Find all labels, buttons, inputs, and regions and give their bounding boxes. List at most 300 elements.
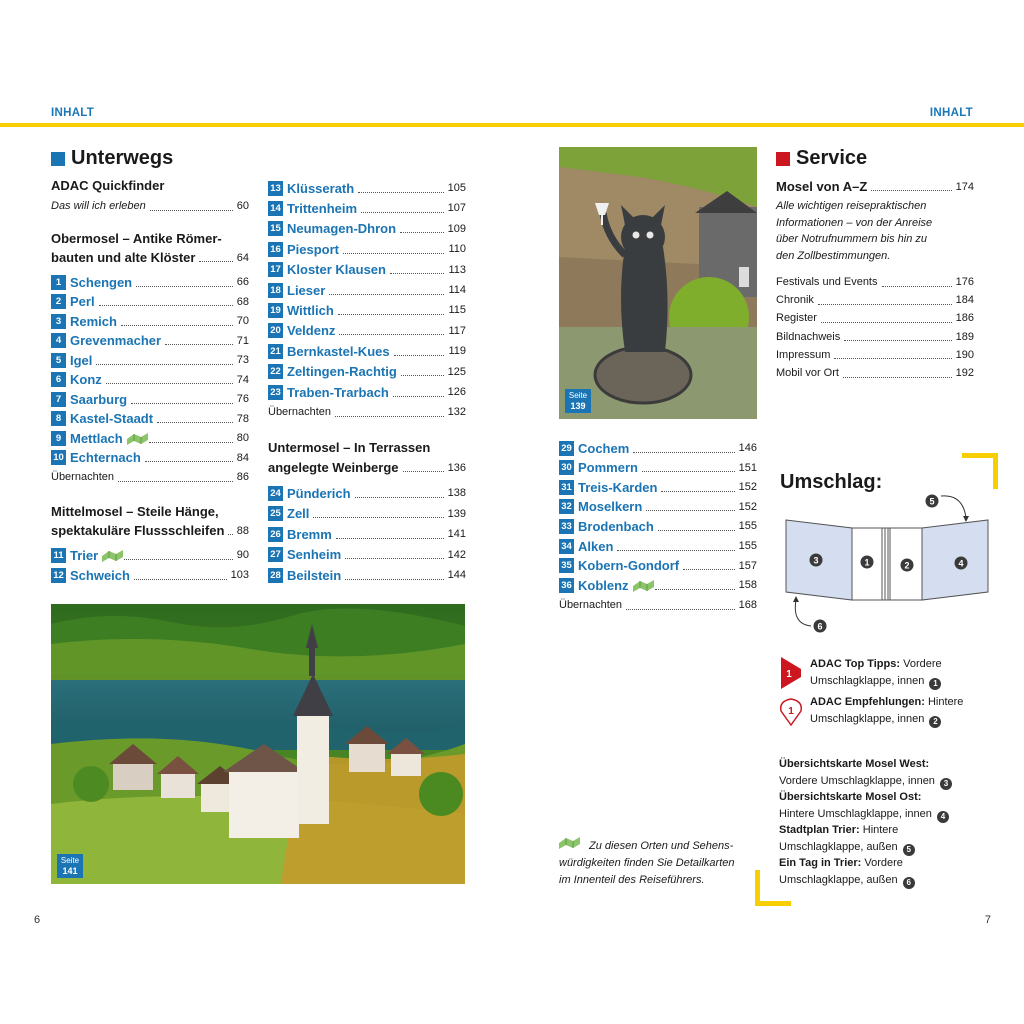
toc-row[interactable] [268, 565, 466, 585]
dot-leader [871, 190, 951, 191]
toc-page: 68 [236, 295, 249, 308]
place-number-badge: 32 [559, 499, 574, 514]
map-icon [559, 836, 580, 848]
empfehlung-icon [779, 697, 803, 727]
cover-map-title: Übersichtskarte Mosel West: [779, 758, 930, 770]
toc-row[interactable] [51, 196, 249, 216]
toc-row[interactable] [776, 290, 974, 310]
toc-page: 189 [955, 330, 974, 343]
toc-page: 152 [738, 481, 757, 494]
toc-row[interactable] [268, 457, 466, 478]
diagram-num: 6 [817, 621, 823, 632]
toc-label: Übernachten [51, 471, 114, 483]
place-number-badge: 25 [268, 506, 283, 521]
number-icon: 5 [903, 844, 915, 856]
place-number-badge: 4 [51, 333, 66, 348]
dot-leader [150, 210, 233, 211]
place-name: Kobern-Gondorf [578, 558, 680, 574]
toc-row[interactable] [268, 321, 466, 341]
dot-leader [843, 377, 952, 378]
dot-leader [646, 510, 734, 511]
toc-row[interactable] [559, 516, 757, 536]
toc-page: 125 [447, 365, 466, 378]
toc-page: 184 [955, 294, 974, 307]
dot-leader [96, 364, 232, 365]
number-icon: 1 [929, 678, 941, 690]
dot-leader [834, 358, 951, 359]
toc-row[interactable] [51, 272, 249, 292]
cover-map-title: Ein Tag in Trier: [779, 857, 862, 869]
toc-row[interactable] [776, 176, 974, 197]
cover-map-title: Stadtplan Trier: [779, 824, 860, 836]
toc-page: 139 [447, 507, 466, 520]
photo-cat-statue [559, 147, 757, 419]
toc-page: 155 [738, 540, 757, 552]
toc-page: 142 [447, 548, 466, 561]
cover-map-entry [779, 822, 915, 856]
toc-page: 70 [236, 315, 249, 327]
toc-row[interactable] [268, 504, 466, 524]
seite-page: 139 [570, 401, 586, 411]
number-icon: 3 [940, 778, 952, 790]
cover-map-entry [779, 789, 949, 823]
toc-row[interactable] [51, 565, 249, 585]
seite-badge[interactable] [565, 389, 591, 413]
place-number-badge: 7 [51, 392, 66, 407]
place-name: Schweich [70, 567, 130, 583]
section-title-unterwegs [51, 147, 173, 170]
running-head-right: INHALT [929, 107, 973, 119]
yellow-corner-top-right [962, 453, 998, 489]
legend-text: Hintere [927, 696, 964, 708]
place-name: Treis-Karden [578, 479, 658, 495]
place-name: Traben-Trarbach [287, 384, 389, 400]
toc-page: 144 [447, 569, 466, 581]
place-name: Mettlach [70, 430, 123, 446]
toc-label: Das will ich erleben [51, 200, 146, 212]
footnote-line: im Innenteil des Reiseführers. [559, 874, 705, 886]
place-number-badge: 15 [268, 221, 283, 236]
dot-leader [626, 609, 735, 610]
place-name: Klüsserath [287, 180, 355, 196]
running-head-left: INHALT [51, 107, 95, 119]
dot-leader [329, 294, 444, 295]
dot-leader [821, 322, 952, 323]
place-number-badge: 31 [559, 480, 574, 495]
dot-leader [345, 558, 443, 559]
place-number-badge: 26 [268, 527, 283, 542]
description-line: Informationen – von der Anreise [776, 216, 933, 229]
place-number-badge: 1 [51, 275, 66, 290]
dot-leader [157, 422, 233, 423]
place-name: Brodenbach [578, 518, 654, 534]
map-icon [633, 580, 651, 591]
cover-map-text: Umschlagklappe, außen [779, 840, 898, 853]
place-name: Perl [70, 294, 95, 309]
place-name: Lieser [287, 282, 326, 298]
cover-map-text: Umschlagklappe, außen [779, 873, 898, 886]
place-name: Veldenz [287, 323, 336, 339]
place-name: Koblenz [578, 577, 629, 593]
toc-row[interactable] [268, 239, 466, 259]
dot-leader [149, 442, 233, 443]
toc-row[interactable] [559, 477, 757, 497]
place-number-badge: 3 [51, 314, 66, 329]
quickfinder-title: ADAC Quickfinder [51, 178, 165, 193]
toc-page: 78 [236, 412, 249, 425]
number-icon: 2 [929, 716, 941, 728]
place-name: Igel [70, 352, 93, 368]
toc-row[interactable] [268, 219, 466, 239]
diagram-num: 2 [904, 560, 910, 571]
dot-leader [642, 471, 735, 472]
toc-page: 174 [955, 180, 974, 193]
section-title-text: Unterwegs [71, 147, 174, 169]
place-number-badge: 16 [268, 242, 283, 257]
place-name: Cochem [578, 440, 630, 456]
toc-row[interactable] [51, 545, 249, 565]
toc-page: 151 [738, 461, 757, 474]
dot-leader [355, 497, 444, 498]
cover-fold-diagram [778, 488, 993, 638]
place-name: Moselkern [578, 499, 643, 515]
place-name: Bremm [287, 526, 332, 542]
toc-page: 76 [236, 393, 249, 405]
dot-leader [358, 192, 443, 193]
footnote-line: Zu diesen Orten und Sehens- [589, 840, 734, 852]
toc-row[interactable] [268, 260, 466, 280]
toc-row[interactable] [51, 448, 249, 468]
place-number-badge: 9 [51, 431, 66, 446]
legend-text: Umschlagklappe, innen [810, 674, 925, 687]
dot-leader [335, 416, 444, 417]
cover-diagram [778, 488, 993, 638]
cover-map-text: Hintere Umschlagklappe, innen [779, 807, 932, 820]
toc-page: 73 [236, 354, 249, 366]
toc-page: 119 [448, 345, 466, 358]
toc-page: 136 [447, 461, 466, 474]
toc-page: 110 [448, 243, 466, 256]
dot-leader [336, 538, 444, 539]
dot-leader [390, 273, 444, 274]
cover-map-text: Vordere Umschlagklappe, innen [779, 774, 935, 787]
map-icon [102, 550, 120, 561]
toc-row[interactable] [51, 350, 249, 370]
empfehlung-icon-num: 1 [788, 706, 794, 717]
toc-row[interactable] [51, 389, 249, 409]
place-number-badge: 30 [559, 460, 574, 475]
dot-leader [118, 481, 233, 482]
toc-page: 138 [447, 487, 466, 499]
toc-page: 152 [738, 500, 757, 513]
toc-row[interactable] [776, 345, 974, 365]
toc-page: 86 [236, 471, 249, 483]
dot-leader [199, 261, 232, 262]
toc-label: Festivals und Events [776, 276, 878, 288]
toc-page: 66 [236, 276, 249, 288]
toc-label: Chronik [776, 294, 814, 307]
description-line: über Notrufnummern bis hin zu [776, 233, 928, 245]
toc-row[interactable] [559, 438, 757, 458]
place-name: Piesport [287, 241, 340, 257]
toc-row[interactable] [268, 341, 466, 361]
cover-map-title: Übersichtskarte Mosel Ost: [779, 791, 922, 803]
place-name: Grevenmacher [70, 333, 162, 348]
toc-row-uebernachten[interactable] [559, 595, 757, 615]
place-number-badge: 2 [51, 294, 66, 309]
toc-page: 105 [447, 182, 466, 194]
place-name: Wittlich [287, 302, 334, 318]
toc-page: 88 [236, 524, 249, 537]
diagram-num: 1 [864, 557, 870, 568]
dot-leader [633, 452, 734, 453]
dot-leader [134, 579, 227, 580]
photo-river-village [51, 604, 465, 884]
region-title-obermosel [51, 228, 222, 249]
description-line: den Zollbestimmungen. [776, 249, 891, 262]
cover-map-text: Hintere [862, 824, 899, 836]
toc-row[interactable] [268, 300, 466, 320]
toc-label: Übernachten [559, 599, 622, 611]
number-icon: 4 [937, 811, 949, 823]
section-title-service [776, 147, 867, 170]
dot-leader [400, 232, 444, 233]
toc-page: 114 [448, 284, 466, 296]
place-number-badge: 20 [268, 323, 283, 338]
dot-leader [121, 325, 233, 326]
legend-text: Vordere [903, 658, 942, 670]
blue-square-icon [51, 152, 65, 166]
toc-page: 141 [447, 528, 466, 540]
toc-row[interactable] [51, 247, 249, 268]
place-number-badge: 8 [51, 411, 66, 426]
umschlag-title: Umschlag: [780, 471, 883, 493]
number-icon: 6 [903, 877, 915, 889]
toc-page: 155 [738, 520, 757, 533]
toc-row[interactable] [268, 198, 466, 218]
toc-row[interactable] [559, 575, 757, 595]
place-name: Remich [70, 313, 117, 329]
legend-title: ADAC Empfehlungen: [810, 696, 925, 708]
place-name: Bernkastel-Kues [287, 343, 390, 359]
toc-row[interactable] [776, 272, 974, 292]
place-name: Senheim [287, 547, 342, 562]
legend-text: Umschlagklappe, innen [810, 712, 925, 725]
dot-leader [345, 579, 443, 580]
toc-page: 190 [955, 348, 974, 361]
page-number-left: 6 [34, 914, 41, 926]
description-line: Alle wichtigen reisepraktischen [776, 200, 927, 212]
toc-page: 132 [447, 406, 466, 418]
toc-row[interactable] [51, 428, 249, 448]
place-number-badge: 27 [268, 547, 283, 562]
place-name: Trittenheim [287, 200, 358, 216]
top-tipp-icon [779, 657, 803, 689]
toc-row[interactable] [776, 308, 974, 328]
place-number-badge: 36 [559, 578, 574, 593]
toc-page: 157 [738, 559, 757, 572]
dot-leader [403, 471, 444, 472]
toc-row-uebernachten[interactable] [268, 402, 466, 422]
place-number-badge: 34 [559, 539, 574, 554]
dot-leader [661, 491, 734, 492]
diagram-num: 5 [929, 496, 935, 507]
dot-leader [228, 534, 232, 535]
region-title-line: angelegte Weinberge [268, 460, 399, 475]
header-rule [0, 123, 1024, 127]
dot-leader [313, 517, 443, 518]
place-number-badge: 24 [268, 486, 283, 501]
place-number-badge: 23 [268, 385, 283, 400]
cover-map-text: Vordere [864, 857, 903, 869]
dot-leader [361, 212, 444, 213]
toc-page: 168 [738, 599, 757, 611]
dot-leader [818, 304, 952, 305]
dot-leader [106, 383, 233, 384]
dot-leader [165, 344, 233, 345]
toc-row[interactable] [776, 363, 974, 383]
toc-page: 186 [955, 312, 974, 325]
toc-page: 192 [955, 367, 974, 379]
toc-page: 74 [236, 373, 249, 386]
toc-row[interactable] [268, 545, 466, 565]
toc-page: 117 [448, 324, 466, 337]
dot-leader [401, 375, 444, 376]
place-name: Beilstein [287, 567, 342, 583]
dot-leader [617, 550, 734, 551]
toc-page: 115 [448, 304, 466, 317]
place-name: Zeltingen-Rachtig [287, 364, 397, 380]
seite-badge[interactable] [57, 854, 83, 878]
toc-row[interactable] [51, 520, 249, 541]
toc-page: 103 [230, 569, 249, 581]
toc-row-uebernachten[interactable] [51, 467, 249, 487]
place-name: Neumagen-Dhron [287, 221, 397, 237]
place-number-badge: 14 [268, 201, 283, 216]
toc-row[interactable] [268, 178, 466, 198]
dot-leader [393, 396, 444, 397]
place-number-badge: 11 [51, 548, 66, 563]
toc-page: 64 [236, 251, 249, 264]
toc-page: 146 [738, 442, 757, 454]
legend-top-tipps [810, 656, 942, 690]
place-name: Schengen [70, 274, 133, 290]
toc-page: 80 [236, 432, 249, 444]
place-number-badge: 35 [559, 558, 574, 573]
region-title-untermosel [268, 437, 430, 458]
dot-leader [99, 305, 233, 306]
place-number-badge: 5 [51, 353, 66, 368]
diagram-num: 4 [958, 558, 964, 569]
place-number-badge: 22 [268, 364, 283, 379]
toc-label: Mobil vor Ort [776, 367, 839, 379]
toc-row[interactable] [51, 370, 249, 390]
toc-row[interactable] [776, 327, 974, 347]
toc-row[interactable] [268, 382, 466, 402]
dot-leader [145, 461, 233, 462]
toc-row[interactable] [51, 409, 249, 429]
place-number-badge: 12 [51, 568, 66, 583]
toc-row[interactable] [51, 331, 249, 351]
seite-label: Seite [60, 856, 80, 865]
toc-label: Bildnachweis [776, 330, 841, 343]
toc-row[interactable] [268, 483, 466, 503]
cover-map-entry [779, 756, 952, 790]
toc-row[interactable] [559, 497, 757, 517]
dot-leader [882, 286, 952, 287]
toc-row[interactable] [268, 362, 466, 382]
toc-page: 109 [447, 222, 466, 235]
place-number-badge: 19 [268, 303, 283, 318]
section-title-text: Service [796, 147, 868, 169]
photo-cat-statue-illustration [559, 147, 757, 419]
toc-label: Impressum [776, 348, 831, 361]
dot-leader [131, 403, 233, 404]
cover-map-entry [779, 855, 915, 889]
dot-leader [339, 334, 444, 335]
dot-leader [655, 589, 735, 590]
toc-label: Mosel von A–Z [776, 179, 868, 194]
toc-page: 176 [955, 276, 974, 288]
place-number-badge: 18 [268, 283, 283, 298]
toc-row[interactable] [559, 458, 757, 478]
place-name: Pommern [578, 460, 638, 476]
toc-page: 71 [236, 334, 249, 347]
place-name: Kloster Klausen [287, 262, 386, 278]
toc-page: 107 [447, 202, 466, 215]
dot-leader [343, 253, 444, 254]
region-title-line: Mittelmosel – Steile Hänge, [51, 504, 219, 519]
place-name: Trier [70, 547, 99, 563]
place-name: Kastel-Staadt [70, 411, 154, 426]
map-icon [127, 433, 145, 444]
dot-leader [394, 355, 445, 356]
diagram-num: 3 [813, 555, 819, 566]
toc-page: 113 [448, 263, 466, 276]
legend-title: ADAC Top Tipps: [810, 658, 901, 670]
legend-empfehlungen [810, 694, 963, 728]
place-number-badge: 6 [51, 372, 66, 387]
toc-page: 126 [447, 386, 466, 398]
seite-label: Seite [568, 391, 588, 400]
dot-leader [844, 340, 951, 341]
dot-leader [338, 314, 445, 315]
toc-row[interactable] [559, 536, 757, 556]
toc-page: 90 [236, 549, 249, 561]
place-name: Saarburg [70, 391, 128, 407]
region-title-mittelmosel [51, 501, 219, 522]
toc-row[interactable] [268, 524, 466, 544]
place-name: Pünderich [287, 485, 351, 501]
seite-page: 141 [62, 866, 78, 876]
place-name: Alken [578, 538, 614, 554]
footnote-line: würdigkeiten finden Sie Detailkarten [559, 857, 735, 869]
toc-row[interactable] [51, 311, 249, 331]
toc-row[interactable] [559, 556, 757, 576]
place-name: Zell [287, 506, 310, 521]
place-number-badge: 17 [268, 262, 283, 277]
toc-row[interactable] [268, 280, 466, 300]
region-title-line: Obermosel – Antike Römer- [51, 231, 222, 246]
service-description [776, 198, 932, 264]
toc-row[interactable] [51, 292, 249, 312]
dot-leader [136, 286, 233, 287]
place-number-badge: 21 [268, 344, 283, 359]
dot-leader [683, 569, 735, 570]
place-number-badge: 13 [268, 181, 283, 196]
place-name: Konz [70, 372, 102, 387]
top-tipp-icon-num: 1 [786, 669, 792, 680]
